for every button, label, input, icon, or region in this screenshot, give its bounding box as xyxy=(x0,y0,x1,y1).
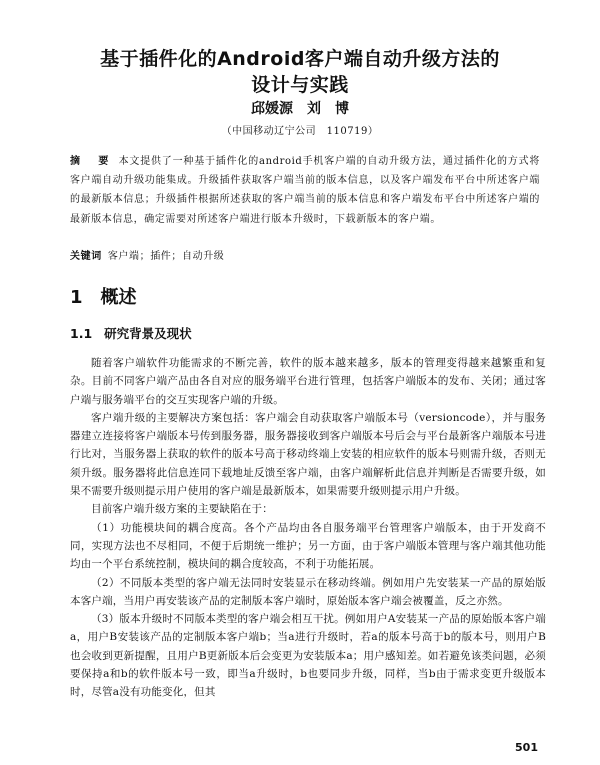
section-number: 1 xyxy=(70,287,83,308)
section-title: 概述 xyxy=(100,287,137,308)
keywords xyxy=(70,247,540,262)
keywords-label: 关键词 xyxy=(70,251,102,262)
section-heading xyxy=(70,283,137,309)
keywords-text: 客户端；插件；自动升级 xyxy=(107,251,225,262)
abstract-label: 摘 要 xyxy=(70,156,113,167)
affiliation: （中国移动辽宁公司 110719） xyxy=(221,126,379,137)
abstract-text: 本文提供了一种基于插件化的android手机客户端的自动升级方法，通过插件化的方式将客户端自动升级功能集成。升级插件获取客户端当前的版本信息，以及客户端发布平台中所述客户端的最新版本信息；升级插件根据所述获取的客户端当前的版本信息和客户端发布平台中所述客户端的最新版本信息，确定需要对所述客户端进行版本升级时，下载新版本的客户端。 xyxy=(70,156,541,225)
paragraph: （3）版本升级时不同版本类型的客户端会相互干扰。例如用户A安装某一产品的原始版本客户端a，用户B安装该产品的定制版本客户端b；当a进行升级时，若a的版本号高于b的版本号，则用户B也会收到更新提醒，且用户B更新版本后会变更为安装版本a；用户感知差。如若避免该类问题，必须要保持a和b的软件版本号一致，即当a升级时，b也要同步升级，同样，当b由于需求变更升级版本时，尽管a没有功能变化，但其 xyxy=(70,613,546,699)
subsection-heading xyxy=(70,324,192,342)
abstract xyxy=(70,152,540,229)
paragraph: 随着客户端软件功能需求的不断完善，软件的版本越来越多，版本的管理变得越来越繁重和复杂。目前不同客户端产品由各自对应的服务端平台进行管理，包括客户端版本的发布、关闭；通过客户端与服务端平台的交互实现客户端的升级。 xyxy=(70,357,546,406)
paper-title-line2: 设计与实践 xyxy=(251,74,349,96)
paragraph: 目前客户端升级方案的主要缺陷在于： xyxy=(91,503,273,516)
subsection-title: 研究背景及现状 xyxy=(104,326,192,341)
paper-title-line1: 基于插件化的Android客户端自动升级方法的 xyxy=(100,48,500,70)
authors: 邱媛源 刘 博 xyxy=(251,101,349,117)
paragraph: （1）功能模块间的耦合度高。各个产品均由各自服务端平台管理客户端版本，由于开发商不同，实现方法也不尽相同，不便于后期统一维护；另一方面，由于客户端版本管理与客户端其他功能均由一个平台系统控制，模块间的耦合度较高，不利于功能拓展。 xyxy=(70,521,546,571)
paragraph: 客户端升级的主要解决方案包括：客户端会自动获取客户端版本号（versioncode），并与服务器建立连接将客户端版本号传到服务器，服务器接收到客户端版本号后会与平台最新客户端版本号进行比对，当服务器上获取的软件的版本号高于移动终端上安装的相应软件的版本号则需升级，否则无须升级。服务器将此信息连同下载地址反馈至客户端，由客户端解析此信息并判断是否需要升级，如果不需要升级则提示用户使用的客户端是最新版本，如果需要升级则提示用户升级。 xyxy=(70,411,546,498)
page-number: 501 xyxy=(515,741,538,754)
paragraph: （2）不同版本类型的客户端无法同时安装显示在移动终端。例如用户先安装某一产品的原始版本客户端，当用户再安装该产品的定制版本客户端时，原始版本客户端会被覆盖，反之亦然。 xyxy=(70,576,546,607)
subsection-number: 1.1 xyxy=(70,326,93,341)
body-text xyxy=(70,354,546,702)
